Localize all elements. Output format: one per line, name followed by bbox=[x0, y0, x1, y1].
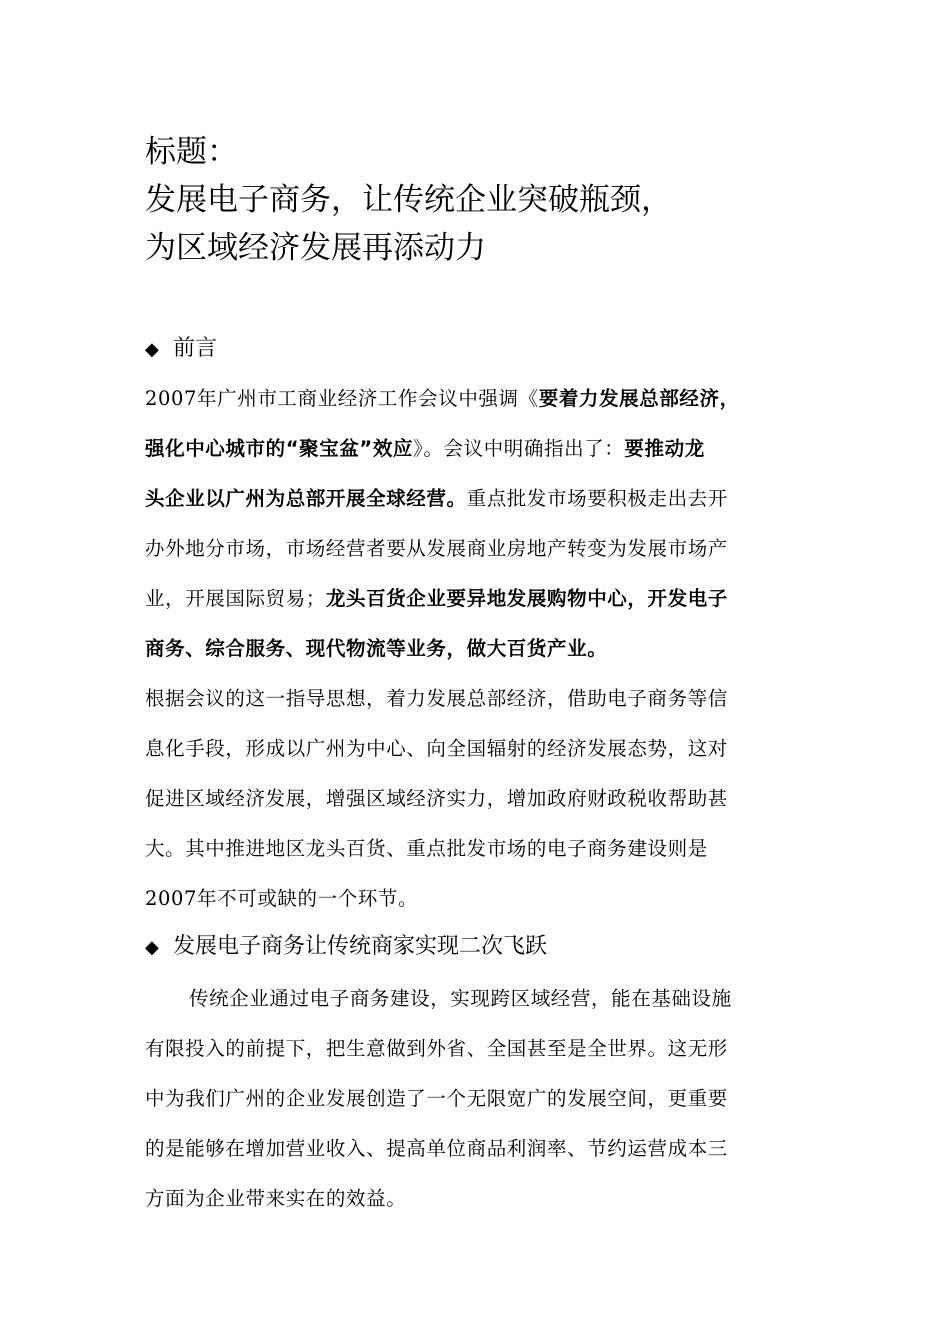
preface-paragraph-2 bbox=[145, 674, 809, 924]
text-line: 有限投入的前提下，把生意做到外省、全国甚至是全世界。这无形 bbox=[145, 1037, 728, 1060]
text-line: 强化中心城市的“聚宝盆”效应》。会议中明确指出了：要推动龙 bbox=[145, 437, 705, 460]
preface-paragraph-1 bbox=[145, 374, 809, 674]
text-line: 大。其中推进地区龙头百货、重点批发市场的电子商务建设则是 bbox=[145, 837, 708, 860]
text-line: 根据会议的这一指导思想，着力发展总部经济，借助电子商务等信 bbox=[145, 687, 728, 710]
text-line: 2007年不可或缺的一个环节。 bbox=[145, 887, 419, 910]
title-line-1: 发展电子商务，让传统企业突破瓶颈， bbox=[145, 182, 672, 218]
section-heading-preface bbox=[145, 334, 825, 365]
title-line-2: 为区域经济发展再添动力 bbox=[145, 230, 486, 266]
text-line: 2007年广州市工商业经济工作会议中强调《要着力发展总部经济， bbox=[145, 387, 740, 410]
section-heading-ecommerce bbox=[145, 932, 825, 963]
text-line: 的是能够在增加营业收入、提高单位商品利润率、节约运营成本三 bbox=[145, 1137, 728, 1160]
text-line: 商务、综合服务、现代物流等业务，做大百货产业。 bbox=[145, 637, 608, 660]
section-heading-text: 发展电子商务让传统商家实现二次飞跃 bbox=[173, 934, 548, 959]
diamond-bullet-icon: ◆ bbox=[145, 339, 159, 360]
diamond-bullet-icon: ◆ bbox=[145, 937, 159, 958]
text-line: 促进区域经济发展，增强区域经济实力，增加政府财政税收帮助甚 bbox=[145, 787, 728, 810]
text-line: 息化手段，形成以广州为中心、向全国辐射的经济发展态势，这对 bbox=[145, 737, 728, 760]
section-heading-text: 前言 bbox=[173, 336, 218, 361]
text-line: 头企业以广州为总部开展全球经营。重点批发市场要积极走出去开 bbox=[145, 487, 728, 510]
text-line: 办外地分市场，市场经营者要从发展商业房地产转变为发展市场产 bbox=[145, 537, 728, 560]
text-line: 传统企业通过电子商务建设，实现跨区域经营，能在基础设施 bbox=[189, 987, 732, 1010]
text-line: 业，开展国际贸易；龙头百货企业要异地发展购物中心，开发电子 bbox=[145, 587, 728, 610]
ecommerce-paragraph bbox=[145, 974, 809, 1224]
text-line: 中为我们广州的企业发展创造了一个无限宽广的发展空间，更重要 bbox=[145, 1087, 728, 1110]
title-label: 标题： bbox=[145, 134, 238, 170]
text-line: 方面为企业带来实在的效益。 bbox=[145, 1187, 407, 1210]
document-title bbox=[145, 128, 825, 272]
